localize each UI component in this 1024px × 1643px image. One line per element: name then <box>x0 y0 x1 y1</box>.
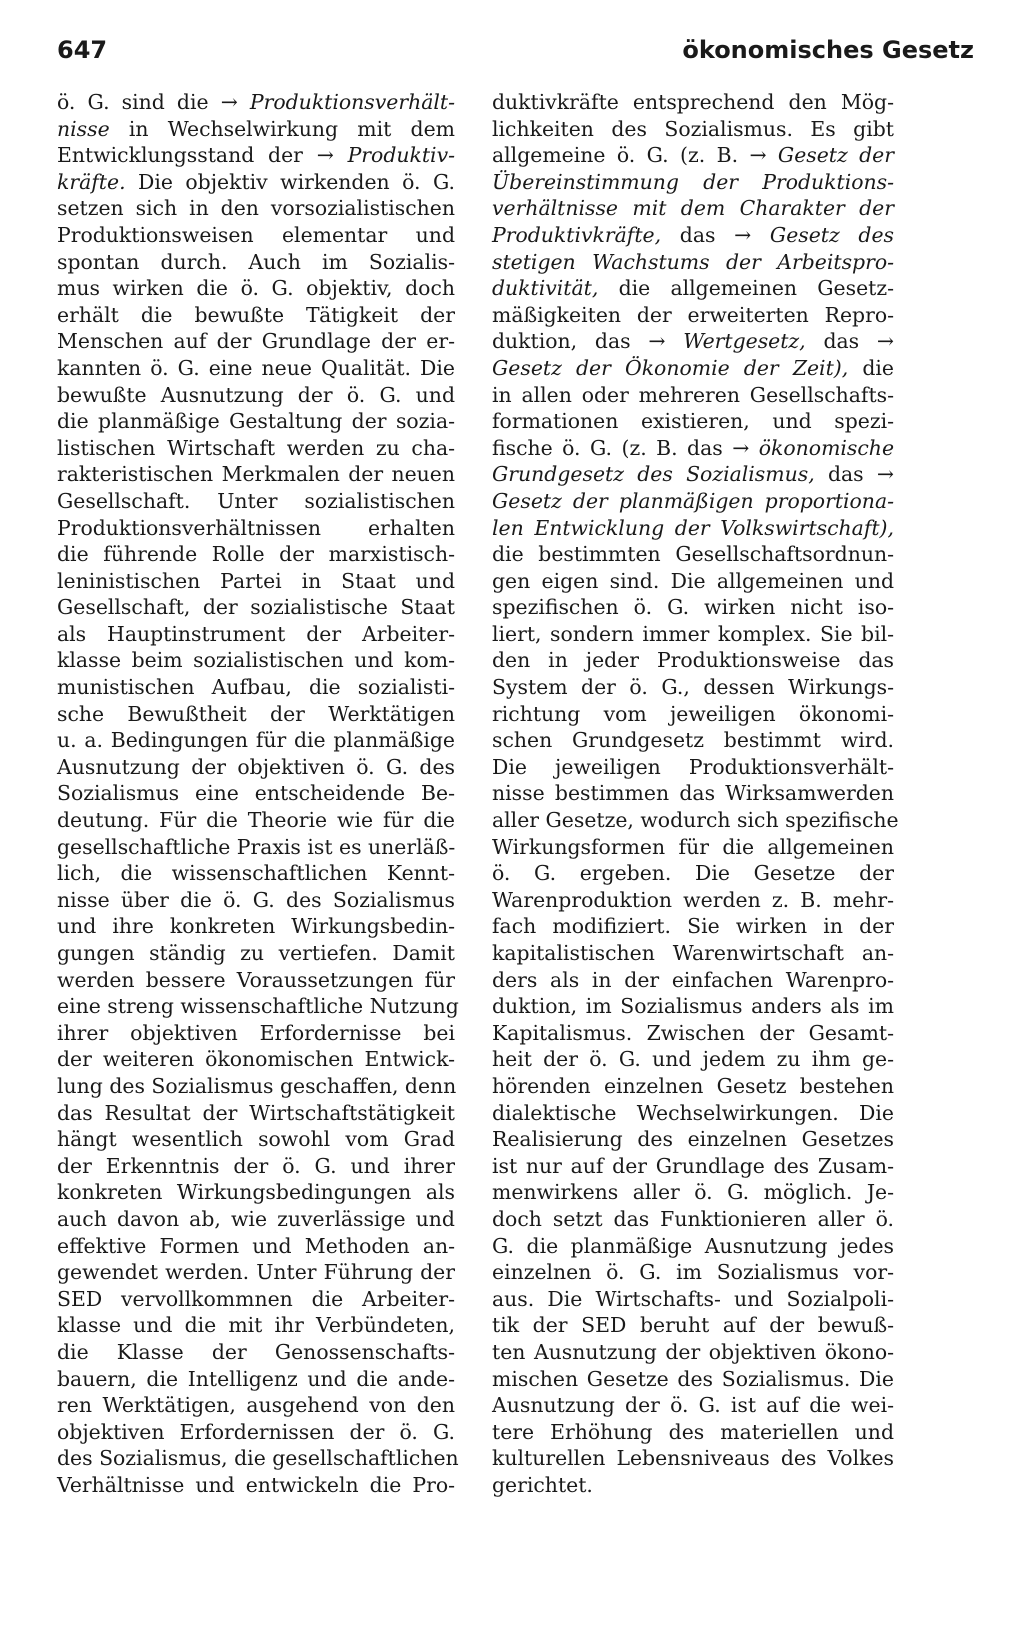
text-segment: konkreten Wirkungsbedingungen als <box>57 1180 455 1205</box>
text-line <box>492 568 894 595</box>
text-line <box>492 1153 894 1180</box>
text-segment: Wirkungsformen für die allgemeinen <box>492 834 894 859</box>
text-segment: duktion, das <box>492 329 649 354</box>
text-segment: ren Werktätigen, ausgehend von den <box>57 1393 455 1418</box>
text-segment: spezifischen ö. G. wirken nicht iso- <box>492 595 894 620</box>
cross-reference-term: Gesetz der <box>777 143 894 168</box>
text-segment: ders als in der einfachen Warenpro- <box>492 967 894 992</box>
text-segment: SED vervollkommnen die Arbeiter- <box>57 1286 455 1311</box>
text-line <box>57 142 455 169</box>
text-line <box>492 674 894 701</box>
text-segment: einzelnen ö. G. im Sozialismus vor- <box>492 1260 894 1285</box>
text-line <box>492 967 894 994</box>
text-segment: tere Erhöhung des materiellen und <box>492 1419 894 1444</box>
cross-reference-term: Produktiv- <box>347 143 455 168</box>
cross-reference-term: Wertgesetz, <box>683 329 806 354</box>
text-segment: die allgemeinen Gesetz- <box>598 276 894 301</box>
text-line <box>57 515 455 542</box>
text-line <box>492 142 894 169</box>
text-segment: auch davon ab, wie zuverlässige und <box>57 1206 455 1231</box>
text-line <box>492 1472 894 1499</box>
text-line <box>57 328 455 355</box>
text-segment: menwirkens aller ö. G. möglich. Je- <box>492 1180 894 1205</box>
text-line <box>57 594 455 621</box>
text-segment: des Sozialismus, die gesellschaftlichen <box>57 1446 459 1471</box>
cross-reference-arrow-icon: → <box>734 222 752 247</box>
text-segment: das <box>805 329 877 354</box>
text-line <box>492 647 894 674</box>
text-line <box>492 1312 894 1339</box>
text-segment: tik der SED beruht auf der bewuß- <box>492 1313 894 1338</box>
cross-reference-term: Grundgesetz des Sozialismus, <box>492 462 815 487</box>
text-line <box>492 169 894 196</box>
text-segment: hängt wesentlich sowohl vom Grad <box>57 1127 455 1152</box>
text-segment: eine streng wissenschaftliche Nutzung <box>57 994 459 1019</box>
text-line <box>57 647 455 674</box>
text-line <box>57 674 455 701</box>
text-line <box>492 1233 894 1260</box>
text-line <box>492 727 894 754</box>
text-line <box>57 940 455 967</box>
text-line <box>492 1259 894 1286</box>
text-line <box>492 701 894 728</box>
text-segment: gerichtet. <box>492 1472 593 1497</box>
text-line <box>492 1179 894 1206</box>
text-segment: munistischen Aufbau, die sozialisti- <box>57 675 455 700</box>
text-segment: Gesellschaft. Unter sozialistischen <box>57 488 455 513</box>
text-line <box>57 887 455 914</box>
text-line <box>57 1445 459 1472</box>
text-segment: System der ö. G., dessen Wirkungs- <box>492 675 894 700</box>
text-segment <box>238 90 250 114</box>
cross-reference-arrow-icon: → <box>876 462 894 487</box>
text-segment: werden bessere Voraussetzungen für <box>57 967 455 992</box>
cross-reference-term: stetigen Wachstums der Arbeitspro- <box>492 249 894 274</box>
text-line <box>492 515 894 542</box>
text-segment: die bestimmten Gesellschaftsordnun- <box>492 542 894 567</box>
text-segment: richtung vom jeweiligen ökonomi- <box>492 701 894 726</box>
text-segment <box>767 143 778 167</box>
text-segment: Die jeweiligen Produktionsverhält- <box>492 754 894 779</box>
text-line <box>57 993 459 1020</box>
text-line <box>57 1286 455 1313</box>
text-line <box>492 1392 894 1419</box>
text-segment: sche Bewußtheit der Werktätigen <box>57 701 455 726</box>
text-segment: kannten ö. G. eine neue Qualität. Die <box>57 355 455 380</box>
text-line <box>57 1179 455 1206</box>
text-segment: mäßigkeiten der erweiterten Repro- <box>492 302 894 327</box>
text-line <box>492 1419 894 1446</box>
text-segment: bauern, die Intelligenz und die ande- <box>57 1366 455 1391</box>
text-line <box>492 1046 894 1073</box>
cross-reference-arrow-icon: → <box>220 90 238 114</box>
text-segment: ten Ausnutzung der objektiven ökono- <box>492 1339 894 1364</box>
text-line <box>57 275 455 302</box>
text-line <box>57 408 455 435</box>
text-line <box>57 116 455 143</box>
text-line <box>57 382 455 409</box>
text-line <box>492 1286 894 1313</box>
text-segment: klasse beim sozialistischen und kom- <box>57 648 455 673</box>
cross-reference-term: Gesetz der Ökonomie der Zeit), <box>492 355 849 380</box>
text-segment: das Resultat der Wirtschaftstätigkeit <box>57 1100 455 1125</box>
text-line <box>57 913 455 940</box>
text-line <box>57 1472 455 1499</box>
cross-reference-term: len Entwicklung der Volkswirtschaft), <box>492 515 894 540</box>
text-segment: spontan durch. Auch im Sozialis- <box>57 249 455 274</box>
text-line <box>492 89 894 116</box>
cross-reference-arrow-icon: → <box>648 329 666 354</box>
text-segment: formationen existieren, und spezi- <box>492 409 894 434</box>
text-segment: kulturellen Lebensniveaus des Volkes <box>492 1446 894 1471</box>
text-segment: Realisierung des einzelnen Gesetzes <box>492 1127 894 1152</box>
text-segment: effektive Formen und Methoden an- <box>57 1233 455 1258</box>
text-line <box>57 195 455 222</box>
text-line <box>492 541 894 568</box>
text-line <box>57 249 455 276</box>
text-line <box>492 1020 894 1047</box>
text-segment: erhält die bewußte Tätigkeit der <box>57 302 455 327</box>
text-line <box>57 1100 455 1127</box>
text-segment: Ausnutzung der objektiven ö. G. des <box>57 754 455 779</box>
text-segment <box>665 329 683 353</box>
text-line <box>492 275 894 302</box>
text-line <box>57 860 455 887</box>
text-line <box>57 967 455 994</box>
text-line <box>57 807 455 834</box>
text-line <box>492 461 894 488</box>
text-line <box>492 780 894 807</box>
text-line <box>57 355 455 382</box>
text-segment: gewendet werden. Unter Führung der <box>57 1260 455 1285</box>
text-segment: lich, die wissenschaftlichen Kennt- <box>57 861 455 886</box>
text-segment: das <box>661 222 735 247</box>
text-line <box>57 1392 455 1419</box>
text-segment: deutung. Für die Theorie wie für die <box>57 808 455 833</box>
cross-reference-term: nisse <box>57 116 110 141</box>
text-segment: Verhältnisse und entwickeln die Pro- <box>57 1472 455 1497</box>
text-segment: Produktionsverhältnissen erhalten <box>57 515 455 540</box>
text-segment: heit der ö. G. und jedem zu ihm ge- <box>492 1047 894 1072</box>
page-number: 647 <box>57 36 108 64</box>
text-segment: in allen oder mehreren Gesellschafts- <box>492 382 894 407</box>
text-segment: die <box>848 355 895 380</box>
cross-reference-term: Gesetz des <box>769 222 894 247</box>
text-segment <box>749 436 758 460</box>
text-line <box>57 89 455 116</box>
text-line <box>57 1046 455 1073</box>
text-segment: mischen Gesetze des Sozialismus. Die <box>492 1366 894 1391</box>
text-line <box>57 302 455 329</box>
text-line <box>492 913 894 940</box>
text-line <box>57 435 455 462</box>
text-line <box>57 461 455 488</box>
text-segment: objektiven Erfordernissen der ö. G. <box>57 1419 455 1444</box>
text-segment: aus. Die Wirtschafts- und Sozialpoli- <box>492 1286 894 1311</box>
text-segment: doch setzt das Funktionieren aller ö. <box>492 1206 894 1231</box>
cross-reference-arrow-icon: → <box>732 435 750 460</box>
text-line <box>57 1339 455 1366</box>
text-line <box>492 408 894 435</box>
text-line <box>492 1445 894 1472</box>
text-segment <box>751 223 770 247</box>
text-segment: Die objektiv wirkenden ö. G. <box>125 169 455 194</box>
text-segment: leninistischen Partei in Staat und <box>57 568 455 593</box>
text-line <box>57 780 455 807</box>
text-line <box>492 1366 894 1393</box>
cross-reference-term: ökonomische <box>758 435 895 460</box>
text-line <box>492 116 894 143</box>
text-line <box>492 860 894 887</box>
cross-reference-term: kräfte. <box>57 169 126 194</box>
text-line <box>492 222 894 249</box>
text-segment: u. a. Bedingungen für die planmäßige <box>57 728 455 753</box>
text-segment: listischen Wirtschaft werden zu cha- <box>57 435 455 460</box>
text-segment: bewußte Ausnutzung der ö. G. und <box>57 382 455 407</box>
text-segment: Menschen auf der Grundlage der er- <box>57 329 455 354</box>
text-segment: dialektische Wechselwirkungen. Die <box>492 1100 894 1125</box>
text-segment: duktivkräfte entsprechend den Mög- <box>492 90 894 114</box>
text-segment: ö. G. ergeben. Die Gesetze der <box>492 861 894 886</box>
text-segment: setzen sich in den vorsozialistischen <box>57 196 455 221</box>
text-line <box>492 382 894 409</box>
text-segment: Entwicklungsstand der <box>57 143 317 168</box>
text-segment: gesellschaftliche Praxis ist es unerläß- <box>57 834 456 859</box>
text-line <box>57 222 455 249</box>
text-segment: als Hauptinstrument der Arbeiter- <box>57 621 455 646</box>
text-line <box>57 701 455 728</box>
text-line <box>492 594 894 621</box>
text-segment: die Klasse der Genossenschafts- <box>57 1339 455 1364</box>
text-line <box>57 169 455 196</box>
text-segment: Kapitalismus. Zwischen der Gesamt- <box>492 1020 894 1045</box>
text-line <box>492 1339 894 1366</box>
text-line <box>57 1206 455 1233</box>
right-text-column <box>492 89 899 1498</box>
text-line <box>57 568 455 595</box>
text-line <box>57 1126 455 1153</box>
cross-reference-term: Gesetz der planmäßigen proportiona- <box>492 488 894 513</box>
cross-reference-term: Produktivkräfte, <box>492 222 662 247</box>
cross-reference-term: verhältnisse mit dem Charakter der <box>492 196 894 221</box>
text-line <box>492 887 894 914</box>
text-line <box>57 621 455 648</box>
text-segment: ist nur auf der Grundlage des Zusam- <box>492 1153 894 1178</box>
text-line <box>492 1206 894 1233</box>
text-segment: und ihre konkreten Wirkungsbedin- <box>57 914 455 939</box>
running-head: ökonomisches Gesetz <box>682 36 974 64</box>
text-line <box>57 1020 455 1047</box>
text-segment <box>334 143 348 167</box>
text-segment: fische ö. G. (z. B. das <box>492 435 733 460</box>
text-segment: gen eigen sind. Die allgemeinen und <box>492 568 894 593</box>
cross-reference-term: Produktionsverhält- <box>249 90 455 114</box>
text-segment: in Wechselwirkung mit dem <box>109 116 455 141</box>
text-line <box>492 249 894 276</box>
text-line <box>57 754 455 781</box>
text-segment: ihrer objektiven Erfordernisse bei <box>57 1020 455 1045</box>
cross-reference-arrow-icon: → <box>876 329 894 354</box>
text-line <box>57 1366 455 1393</box>
text-segment: fach modifiziert. Sie wirken in der <box>492 914 894 939</box>
text-line <box>492 1073 894 1100</box>
text-segment: den in jeder Produktionsweise das <box>492 648 894 673</box>
text-segment: die führende Rolle der marxistisch- <box>57 542 455 567</box>
text-segment: nisse über die ö. G. des Sozialismus <box>57 887 455 912</box>
text-line <box>492 807 899 834</box>
text-line <box>492 355 894 382</box>
text-segment: die planmäßige Gestaltung der sozia- <box>57 409 455 434</box>
left-text-column <box>57 89 459 1498</box>
text-line <box>57 1233 455 1260</box>
text-segment: aller Gesetze, wodurch sich spezifische <box>492 808 899 833</box>
text-segment: Warenproduktion werden z. B. mehr- <box>492 887 894 912</box>
text-line <box>492 195 894 222</box>
text-segment: Produktionsweisen elementar und <box>57 222 455 247</box>
text-line <box>492 1126 894 1153</box>
text-segment: lichkeiten des Sozialismus. Es gibt <box>492 116 894 141</box>
text-segment: kapitalistischen Warenwirtschaft an- <box>492 941 894 965</box>
text-segment: gungen ständig zu vertiefen. Damit <box>57 941 455 965</box>
text-line <box>492 940 894 967</box>
text-segment: das <box>814 462 877 487</box>
text-segment: mus wirken die ö. G. objektiv, doch <box>57 276 455 301</box>
text-segment: liert, sondern immer komplex. Sie bil- <box>492 621 894 646</box>
text-line <box>492 1100 894 1127</box>
text-line <box>57 1419 455 1446</box>
text-segment: schen Grundgesetz bestimmt wird. <box>492 728 894 753</box>
text-line <box>492 754 894 781</box>
text-segment: lung des Sozialismus geschaffen, denn <box>57 1073 457 1098</box>
text-segment: ö. G. sind die <box>57 90 221 114</box>
cross-reference-term: Übereinstimmung der Produktions- <box>492 169 894 194</box>
text-line <box>57 1259 455 1286</box>
text-line <box>492 302 894 329</box>
text-segment: G. die planmäßige Ausnutzung jedes <box>492 1233 894 1258</box>
text-line <box>57 1073 455 1100</box>
text-segment: der weiteren ökonomischen Entwick- <box>57 1047 455 1072</box>
text-segment: Gesellschaft, der sozialistische Staat <box>57 595 455 620</box>
text-line <box>57 1153 455 1180</box>
text-line <box>57 1312 455 1339</box>
text-line <box>492 488 894 515</box>
cross-reference-arrow-icon: → <box>749 143 767 168</box>
text-line <box>57 727 455 754</box>
text-line <box>492 834 894 861</box>
text-line <box>492 993 894 1020</box>
text-segment: nisse bestimmen das Wirksamwerden <box>492 781 894 806</box>
text-segment: Sozialismus eine entscheidende Be- <box>57 781 455 806</box>
text-line <box>492 328 894 355</box>
text-segment: klasse und die mit ihr Verbündeten, <box>57 1313 455 1338</box>
text-line <box>492 621 894 648</box>
text-segment: rakteristischen Merkmalen der neuen <box>57 462 455 487</box>
cross-reference-term: duktivität, <box>492 276 599 301</box>
text-segment: allgemeine ö. G. (z. B. <box>492 143 750 168</box>
text-segment: Ausnutzung der ö. G. ist auf die wei- <box>492 1393 894 1418</box>
text-line <box>57 541 455 568</box>
text-segment: duktion, im Sozialismus anders als im <box>492 994 894 1019</box>
text-segment: hörenden einzelnen Gesetz bestehen <box>492 1073 894 1098</box>
text-line <box>57 834 455 861</box>
text-segment: der Erkenntnis der ö. G. und ihrer <box>57 1153 455 1178</box>
text-line <box>492 435 894 462</box>
text-line <box>57 488 455 515</box>
cross-reference-arrow-icon: → <box>316 143 334 168</box>
